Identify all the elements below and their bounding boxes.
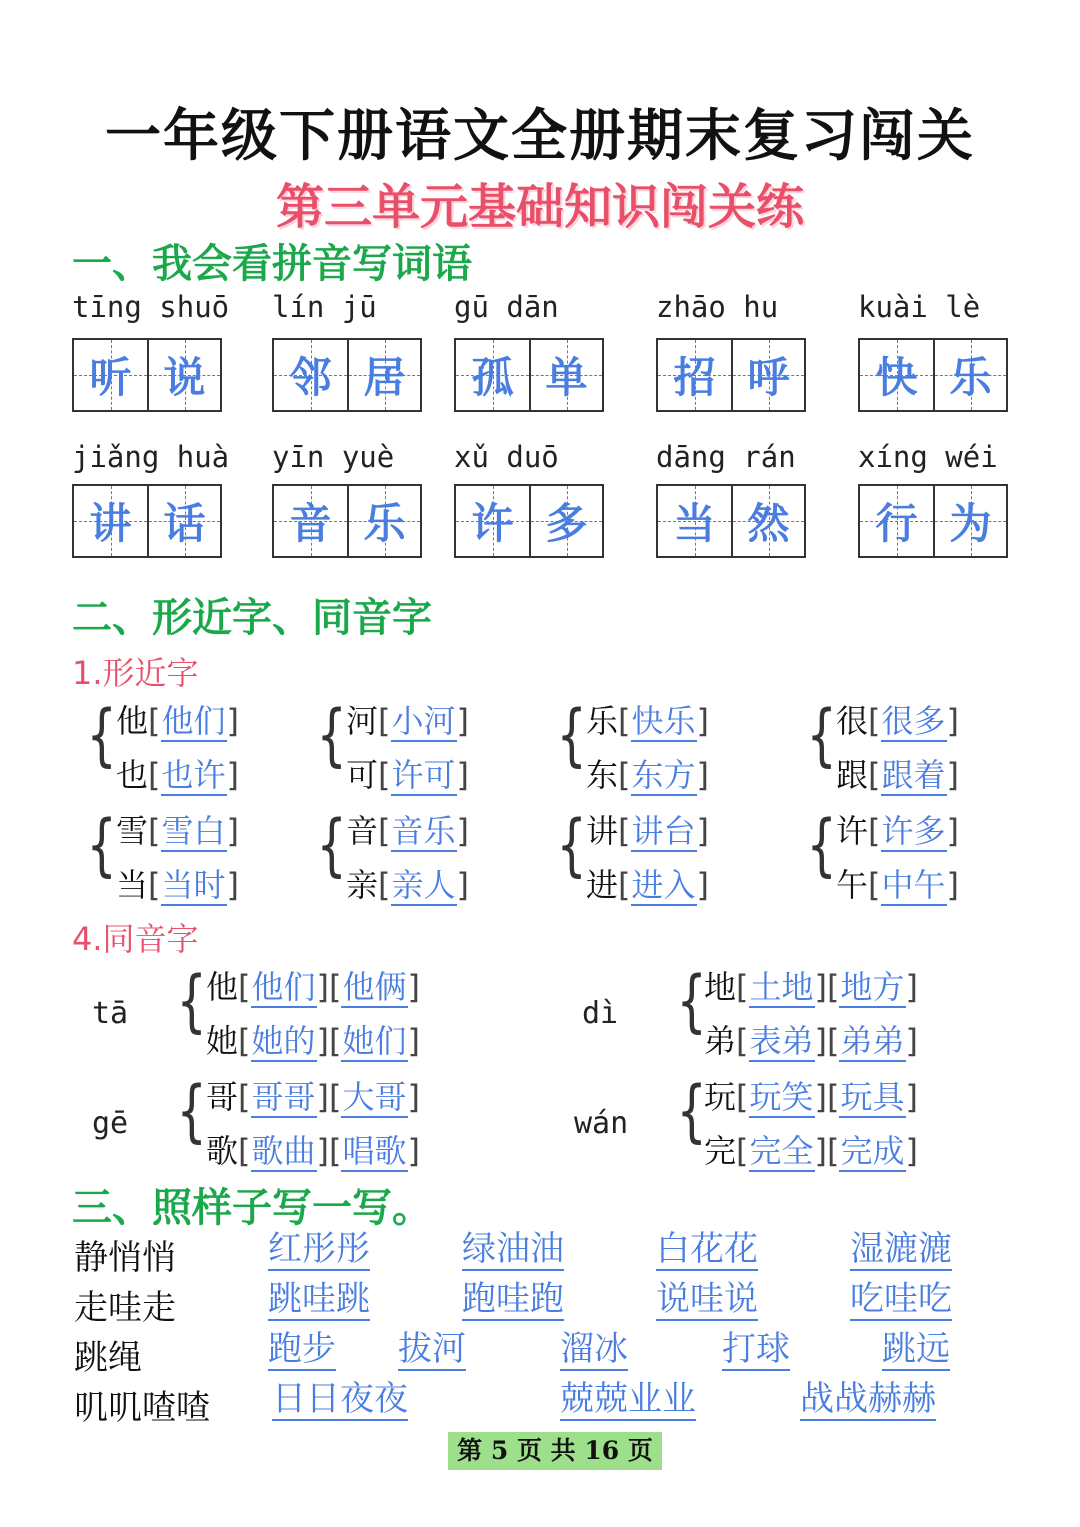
answer-word: 白花花 <box>656 1230 758 1271</box>
bracket: [ <box>736 1132 749 1170</box>
bracket: [ <box>618 866 631 904</box>
answer-word: 说哇说 <box>656 1280 758 1321</box>
bracket: [ <box>238 1132 251 1170</box>
answer-char: 居 <box>363 353 406 402</box>
answer-word: 溜冰 <box>560 1330 628 1371</box>
char: 午 <box>836 866 869 904</box>
bracket: [ <box>868 702 881 740</box>
char: 他 <box>206 968 239 1006</box>
char: 许 <box>836 812 869 850</box>
char: 歌 <box>206 1132 239 1170</box>
example-word: 静悄悄 <box>74 1238 176 1278</box>
bracket: [ <box>238 1078 251 1116</box>
writing-cell <box>74 486 147 556</box>
answer-char: 听 <box>89 353 132 402</box>
brace-icon: { <box>556 696 587 775</box>
word-line <box>206 962 420 1008</box>
answer-word: 拔河 <box>398 1330 466 1371</box>
pinyin-label: lín jū <box>272 290 377 324</box>
bracket: [ <box>868 812 881 850</box>
word-line <box>836 806 959 852</box>
bracket: [ <box>868 866 881 904</box>
writing-box <box>272 338 422 412</box>
bracket: [ <box>238 968 251 1006</box>
example-word: 叽叽喳喳 <box>74 1388 210 1428</box>
homophone-pinyin: tā <box>92 996 129 1031</box>
bracket: ] <box>226 812 239 850</box>
word-line <box>346 806 469 852</box>
word-line <box>586 806 709 852</box>
writing-cell <box>347 340 420 410</box>
word-line <box>836 696 959 742</box>
writing-cell <box>933 340 1006 410</box>
answer-word: 他们 <box>161 702 226 740</box>
writing-cell <box>347 486 420 556</box>
answer-char: 乐 <box>363 499 406 548</box>
answer-word: 大哥 <box>342 1078 407 1116</box>
bracket: ] <box>316 1022 329 1060</box>
bracket: ] <box>905 968 918 1006</box>
page-title: 一年级下册语文全册期末复习闯关 <box>105 104 975 169</box>
answer-word: 他俩 <box>342 968 407 1006</box>
writing-cell <box>658 486 731 556</box>
word-line <box>206 1072 420 1118</box>
answer-char: 话 <box>163 499 206 548</box>
word-line <box>586 860 709 906</box>
writing-box <box>72 484 222 558</box>
bracket: [ <box>329 968 342 1006</box>
bracket: ] <box>946 702 959 740</box>
char: 完 <box>704 1132 737 1170</box>
bracket: ] <box>905 1132 918 1170</box>
pinyin-label: xíng wéi <box>858 440 998 474</box>
writing-cell <box>274 340 347 410</box>
answer-word: 完全 <box>749 1132 814 1170</box>
answer-word: 当时 <box>161 866 226 904</box>
answer-word: 兢兢业业 <box>560 1380 696 1421</box>
example-word: 跳绳 <box>74 1338 142 1378</box>
bracket: ] <box>407 1132 420 1170</box>
bracket: ] <box>226 866 239 904</box>
bracket: ] <box>226 702 239 740</box>
word-line <box>346 696 469 742</box>
char: 进 <box>586 866 619 904</box>
bracket: [ <box>329 1022 342 1060</box>
brace-icon: { <box>86 806 117 885</box>
writing-box <box>454 484 604 558</box>
bracket: ] <box>456 812 469 850</box>
writing-cell <box>456 340 529 410</box>
answer-char: 然 <box>747 499 790 548</box>
answer-char: 说 <box>163 353 206 402</box>
answer-word: 音乐 <box>391 812 456 850</box>
word-line <box>346 750 469 796</box>
char: 河 <box>346 702 379 740</box>
writing-box <box>858 484 1008 558</box>
brace-icon: { <box>176 962 207 1041</box>
bracket: [ <box>148 812 161 850</box>
char: 很 <box>836 702 869 740</box>
word-line <box>704 1072 918 1118</box>
answer-word: 弟弟 <box>840 1022 905 1060</box>
answer-char: 快 <box>875 353 918 402</box>
word-line <box>704 1016 918 1062</box>
answer-word: 日日夜夜 <box>272 1380 408 1421</box>
bracket: [ <box>618 812 631 850</box>
writing-cell <box>731 340 804 410</box>
char: 讲 <box>586 812 619 850</box>
writing-cell <box>860 486 933 556</box>
writing-cell <box>529 340 602 410</box>
bracket: [ <box>378 702 391 740</box>
char: 可 <box>346 756 379 794</box>
answer-word: 很多 <box>881 702 946 740</box>
answer-word: 绿油油 <box>462 1230 564 1271</box>
char: 他 <box>116 702 149 740</box>
bracket: ] <box>407 1022 420 1060</box>
writing-box <box>656 484 806 558</box>
bracket: ] <box>814 968 827 1006</box>
brace-icon: { <box>556 806 587 885</box>
bracket: [ <box>736 1022 749 1060</box>
bracket: ] <box>696 866 709 904</box>
word-line <box>836 750 959 796</box>
bracket: ] <box>696 702 709 740</box>
answer-char: 为 <box>949 499 992 548</box>
brace-icon: { <box>806 806 837 885</box>
answer-word: 表弟 <box>749 1022 814 1060</box>
answer-char: 呼 <box>747 353 790 402</box>
pinyin-label: zhāo hu <box>656 290 779 324</box>
bracket: [ <box>827 1022 840 1060</box>
example-word: 走哇走 <box>74 1288 176 1328</box>
word-line <box>116 696 239 742</box>
answer-word: 玩笑 <box>749 1078 814 1116</box>
word-line <box>836 860 959 906</box>
answer-word: 中午 <box>881 866 946 904</box>
word-line <box>704 962 918 1008</box>
section2-heading: 二、形近字、同音字 <box>72 595 432 641</box>
answer-word: 许多 <box>881 812 946 850</box>
bracket: ] <box>316 968 329 1006</box>
writing-cell <box>529 486 602 556</box>
writing-cell <box>274 486 347 556</box>
answer-word: 东方 <box>631 756 696 794</box>
bracket: [ <box>827 1078 840 1116</box>
bracket: [ <box>378 756 391 794</box>
section3-heading: 三、照样子写一写。 <box>72 1185 432 1231</box>
pinyin-label: yīn yuè <box>272 440 395 474</box>
brace-icon: { <box>676 962 707 1041</box>
answer-char: 讲 <box>89 499 132 548</box>
bracket: ] <box>316 1132 329 1170</box>
answer-word: 亲人 <box>391 866 456 904</box>
answer-word: 她们 <box>342 1022 407 1060</box>
bracket: ] <box>407 1078 420 1116</box>
section1-heading: 一、我会看拼音写词语 <box>72 241 472 287</box>
bracket: ] <box>946 866 959 904</box>
answer-word: 打球 <box>722 1330 790 1371</box>
writing-cell <box>147 340 220 410</box>
answer-char: 许 <box>471 499 514 548</box>
word-line <box>586 750 709 796</box>
brace-icon: { <box>316 696 347 775</box>
answer-word: 她的 <box>251 1022 316 1060</box>
homophone-pinyin: wán <box>574 1106 629 1141</box>
bracket: ] <box>946 756 959 794</box>
answer-word: 也许 <box>161 756 226 794</box>
brace-icon: { <box>806 696 837 775</box>
writing-cell <box>860 340 933 410</box>
pinyin-label: dāng rán <box>656 440 796 474</box>
char: 弟 <box>704 1022 737 1060</box>
answer-word: 进入 <box>631 866 696 904</box>
answer-char: 单 <box>545 353 588 402</box>
bracket: [ <box>148 866 161 904</box>
char: 东 <box>586 756 619 794</box>
answer-word: 玩具 <box>840 1078 905 1116</box>
bracket: ] <box>905 1078 918 1116</box>
answer-char: 邻 <box>289 353 332 402</box>
page-number: 第 5 页 共 16 页 <box>448 1432 662 1470</box>
bracket: ] <box>905 1022 918 1060</box>
homophone-pinyin: dì <box>582 996 619 1031</box>
writing-cell <box>147 486 220 556</box>
char: 她 <box>206 1022 239 1060</box>
char: 地 <box>704 968 737 1006</box>
bracket: [ <box>148 702 161 740</box>
char: 玩 <box>704 1078 737 1116</box>
answer-word: 哥哥 <box>251 1078 316 1116</box>
answer-char: 行 <box>875 499 918 548</box>
writing-cell <box>74 340 147 410</box>
bracket: ] <box>814 1132 827 1170</box>
word-line <box>206 1016 420 1062</box>
brace-icon: { <box>316 806 347 885</box>
writing-cell <box>658 340 731 410</box>
answer-word: 完成 <box>840 1132 905 1170</box>
word-line <box>346 860 469 906</box>
page-subtitle: 第三单元基础知识闯关练 <box>275 179 804 235</box>
answer-char: 招 <box>673 353 716 402</box>
bracket: [ <box>827 1132 840 1170</box>
homophones-heading: 4.同音字 <box>72 920 199 958</box>
bracket: [ <box>827 968 840 1006</box>
bracket: [ <box>378 812 391 850</box>
answer-word: 湿漉漉 <box>850 1230 952 1271</box>
answer-word: 小河 <box>391 702 456 740</box>
char: 音 <box>346 812 379 850</box>
answer-char: 音 <box>289 499 332 548</box>
pinyin-label: kuài lè <box>858 290 981 324</box>
brace-icon: { <box>676 1072 707 1151</box>
writing-box <box>72 338 222 412</box>
answer-word: 红彤彤 <box>268 1230 370 1271</box>
bracket: ] <box>316 1078 329 1116</box>
char: 亲 <box>346 866 379 904</box>
answer-word: 土地 <box>749 968 814 1006</box>
word-line <box>116 806 239 852</box>
answer-word: 他们 <box>251 968 316 1006</box>
answer-word: 跳哇跳 <box>268 1280 370 1321</box>
answer-word: 跳远 <box>882 1330 950 1371</box>
bracket: ] <box>696 756 709 794</box>
answer-word: 雪白 <box>161 812 226 850</box>
pinyin-label: jiǎng huà <box>72 440 230 474</box>
bracket: ] <box>946 812 959 850</box>
writing-box <box>656 338 806 412</box>
bracket: [ <box>378 866 391 904</box>
writing-cell <box>456 486 529 556</box>
answer-word: 讲台 <box>631 812 696 850</box>
bracket: [ <box>736 968 749 1006</box>
bracket: [ <box>238 1022 251 1060</box>
answer-char: 多 <box>545 499 588 548</box>
answer-word: 跟着 <box>881 756 946 794</box>
bracket: [ <box>618 756 631 794</box>
word-line <box>704 1126 918 1172</box>
bracket: ] <box>226 756 239 794</box>
char: 雪 <box>116 812 149 850</box>
char: 哥 <box>206 1078 239 1116</box>
answer-char: 乐 <box>949 353 992 402</box>
answer-word: 跑哇跑 <box>462 1280 564 1321</box>
word-line <box>116 860 239 906</box>
similar-chars-heading: 1.形近字 <box>72 654 199 692</box>
bracket: [ <box>329 1132 342 1170</box>
pinyin-label: xǔ duō <box>454 440 559 474</box>
answer-word: 地方 <box>840 968 905 1006</box>
pinyin-label: tīng shuō <box>72 290 230 324</box>
answer-word: 吃哇吃 <box>850 1280 952 1321</box>
bracket: [ <box>868 756 881 794</box>
answer-word: 歌曲 <box>251 1132 316 1170</box>
bracket: ] <box>814 1022 827 1060</box>
bracket: ] <box>407 968 420 1006</box>
brace-icon: { <box>176 1072 207 1151</box>
word-line <box>116 750 239 796</box>
bracket: [ <box>329 1078 342 1116</box>
bracket: ] <box>456 702 469 740</box>
writing-box <box>454 338 604 412</box>
answer-word: 战战赫赫 <box>800 1380 936 1421</box>
word-line <box>206 1126 420 1172</box>
word-line <box>586 696 709 742</box>
answer-word: 快乐 <box>631 702 696 740</box>
bracket: ] <box>696 812 709 850</box>
answer-word: 唱歌 <box>342 1132 407 1170</box>
char: 跟 <box>836 756 869 794</box>
writing-cell <box>933 486 1006 556</box>
answer-char: 孤 <box>471 353 514 402</box>
writing-box <box>858 338 1008 412</box>
answer-char: 当 <box>673 499 716 548</box>
bracket: ] <box>456 866 469 904</box>
bracket: [ <box>148 756 161 794</box>
brace-icon: { <box>86 696 117 775</box>
char: 当 <box>116 866 149 904</box>
answer-word: 许可 <box>391 756 456 794</box>
bracket: [ <box>618 702 631 740</box>
answer-word: 跑步 <box>268 1330 336 1371</box>
pinyin-label: gū dān <box>454 290 559 324</box>
char: 也 <box>116 756 149 794</box>
bracket: [ <box>736 1078 749 1116</box>
bracket: ] <box>456 756 469 794</box>
bracket: ] <box>814 1078 827 1116</box>
writing-cell <box>731 486 804 556</box>
writing-box <box>272 484 422 558</box>
char: 乐 <box>586 702 619 740</box>
homophone-pinyin: gē <box>92 1106 129 1141</box>
